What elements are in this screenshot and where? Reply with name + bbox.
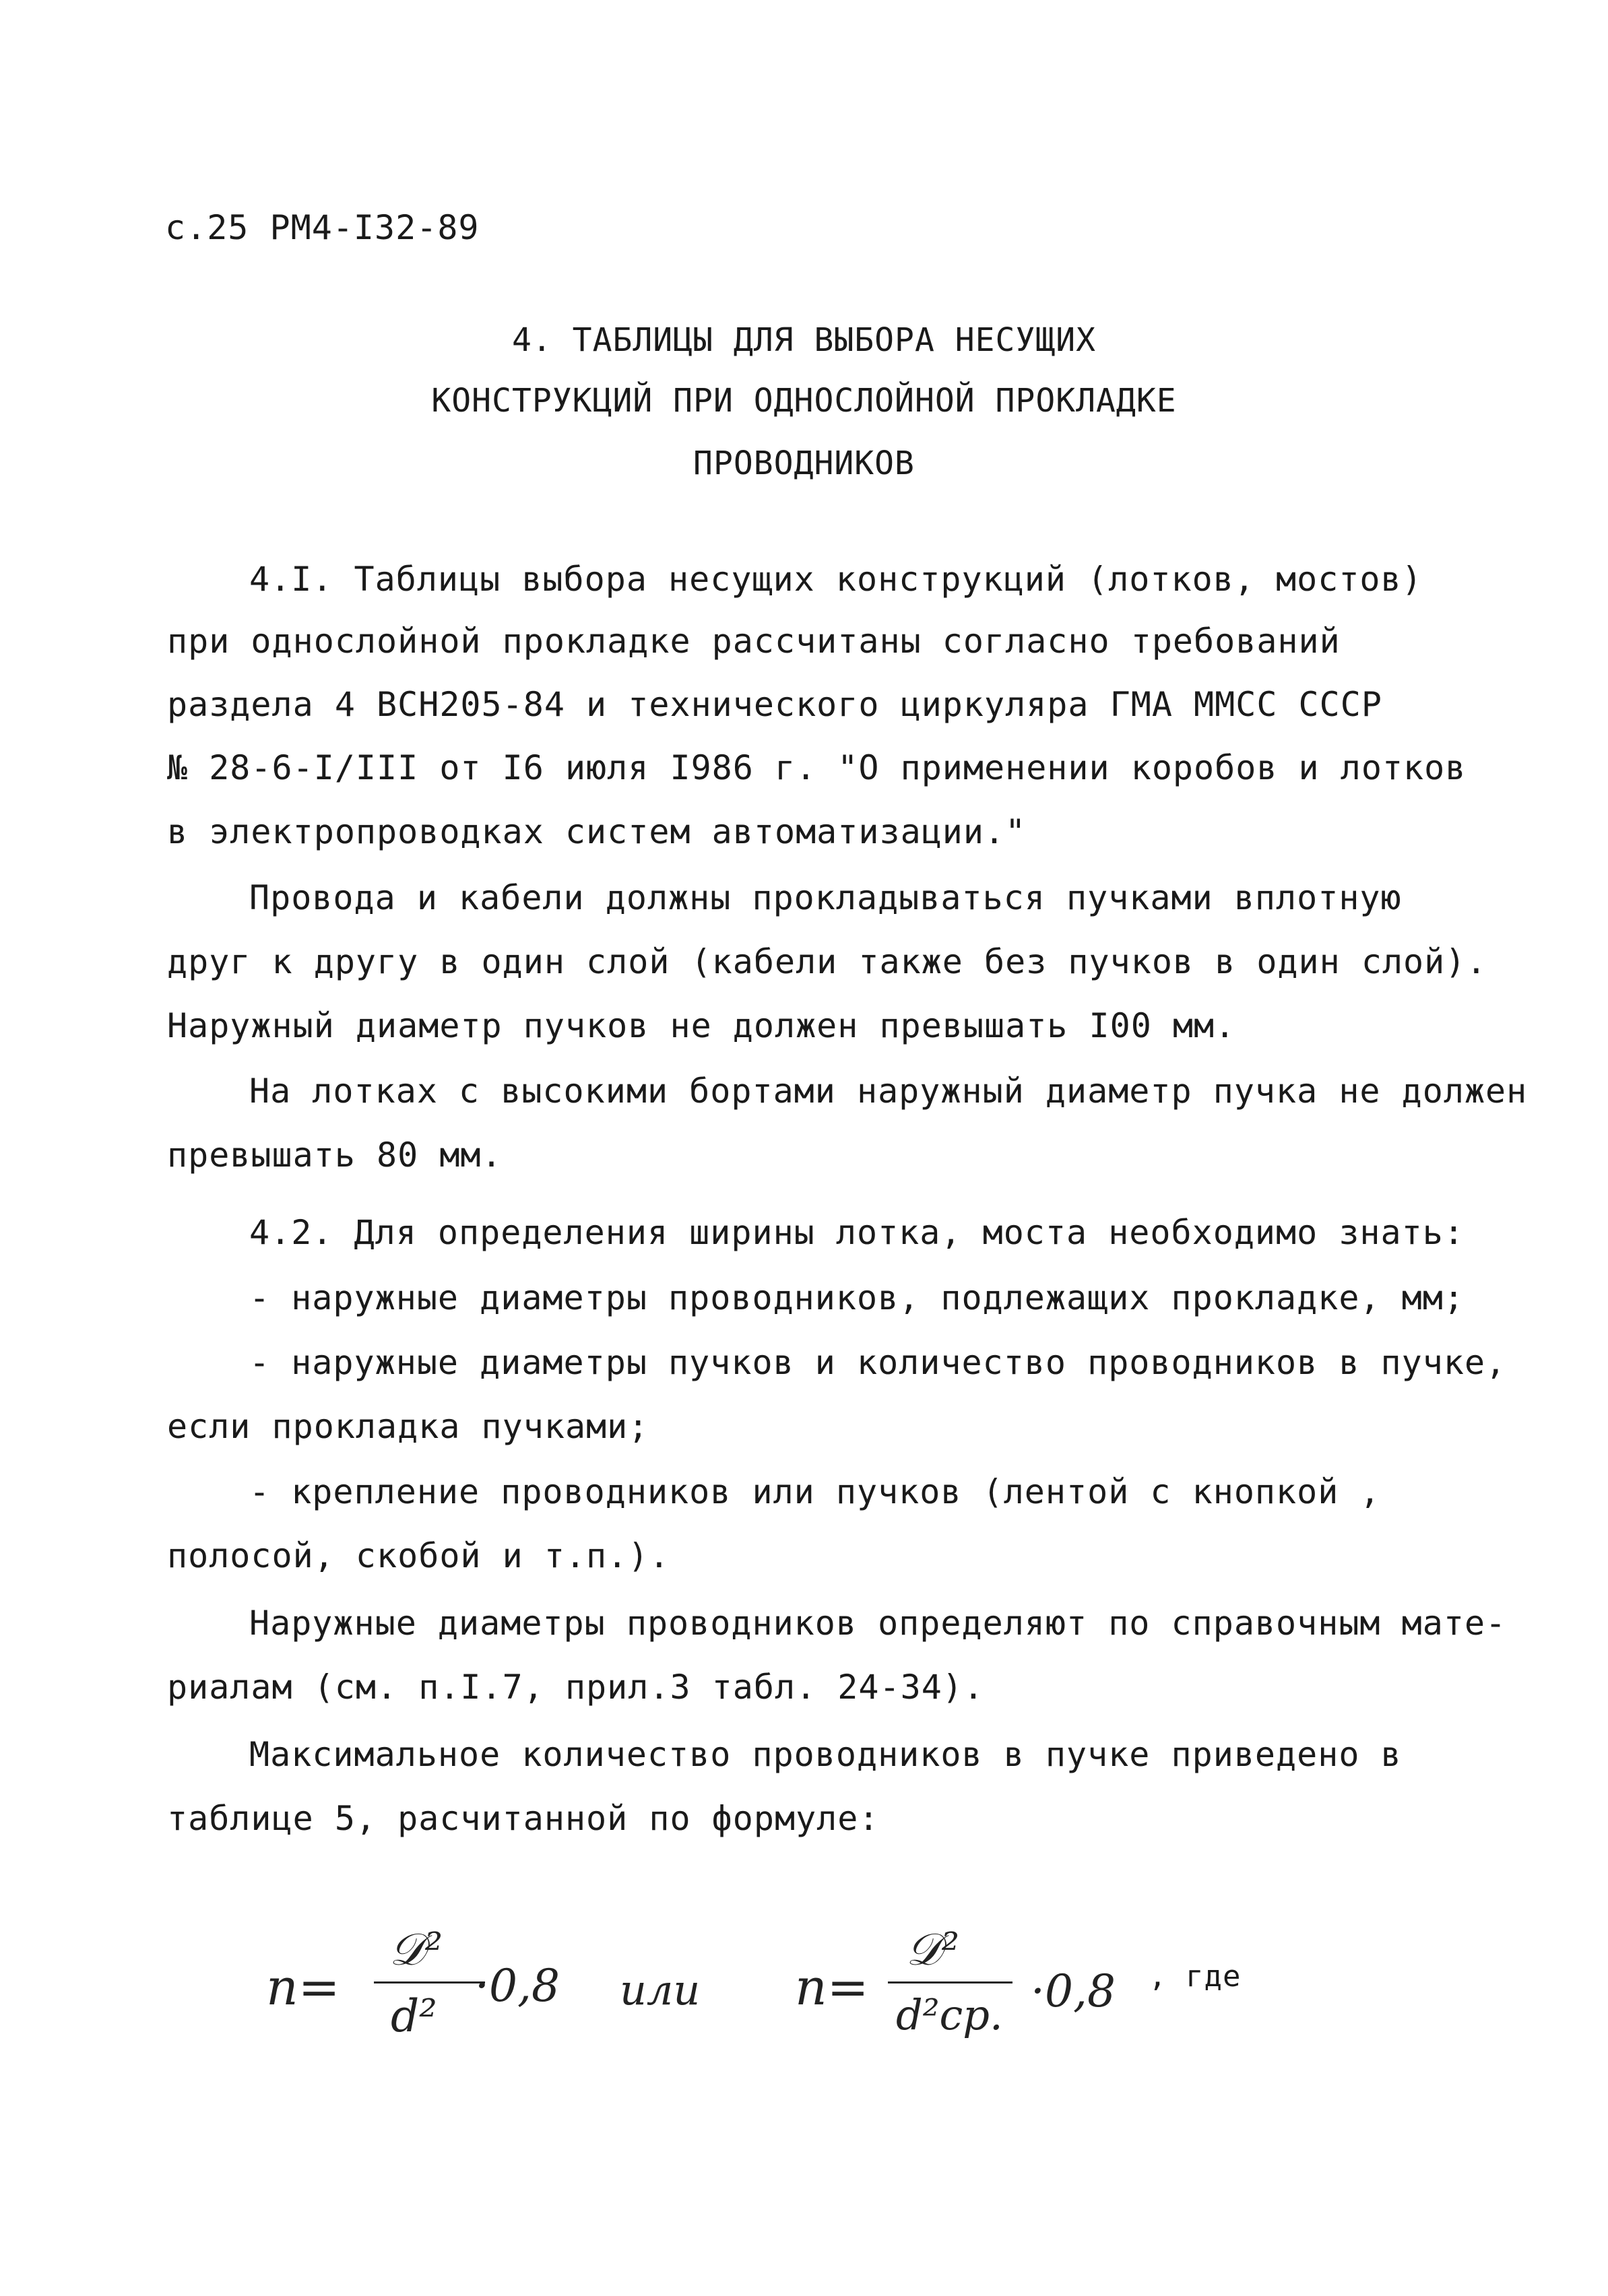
paragraph-line: 4.I. Таблицы выбора несущих конструкций (лотков, мостов) bbox=[249, 560, 1423, 599]
paragraph-line: полосой, скобой и т.п.). bbox=[167, 1536, 670, 1575]
formula-left-fraction-bar bbox=[374, 1981, 485, 1983]
formula-left-numerator: 𝒟² bbox=[389, 1924, 443, 1975]
paragraph-line: 4.2. Для определения ширины лотка, моста необходимо знать: bbox=[249, 1213, 1465, 1252]
list-item: - крепление проводников или пучков (лентой с кнопкой , bbox=[249, 1472, 1381, 1511]
formula-right-denominator: d²ср. bbox=[896, 1990, 1003, 2039]
paragraph-line: если прокладка пучками; bbox=[167, 1407, 649, 1446]
paragraph-line: Наружный диаметр пучков не должен превышать I00 мм. bbox=[167, 1006, 1236, 1045]
paragraph-line: друг к другу в один слой (кабели также без пучков в один слой). bbox=[167, 942, 1487, 981]
section-title-line-1: 4. ТАБЛИЦЫ ДЛЯ ВЫБОРА НЕСУЩИХ bbox=[511, 321, 1097, 359]
paragraph-line: № 28-6-I/III от I6 июля I986 г. "О применении коробов и лотков bbox=[167, 748, 1467, 787]
paragraph-line: На лотках с высокими бортами наружный диаметр пучка не должен bbox=[249, 1072, 1528, 1111]
paragraph-line: раздела 4 ВСН205-84 и технического циркуляра ГМА ММСС СССР bbox=[167, 685, 1382, 724]
paragraph-line: превышать 80 мм. bbox=[167, 1136, 503, 1175]
paragraph-line: Максимальное количество проводников в пучке приведено в bbox=[249, 1735, 1402, 1774]
formula-right-fraction-bar bbox=[888, 1981, 1012, 1983]
formula-or: или bbox=[620, 1965, 701, 2014]
section-title-line-3: ПРОВОДНИКОВ bbox=[693, 445, 915, 482]
list-item: - наружные диаметры пучков и количество проводников в пучке, bbox=[249, 1343, 1507, 1382]
paragraph-line: таблице 5, расчитанной по формуле: bbox=[167, 1799, 880, 1838]
formula-left-n: n= bbox=[266, 1959, 340, 2016]
formula-right-factor: ·0,8 bbox=[1031, 1965, 1116, 2017]
formula-suffix: , где bbox=[1149, 1959, 1242, 1994]
paragraph-line: в электропроводках систем автоматизации." bbox=[167, 812, 1027, 851]
section-title-line-2: КОНСТРУКЦИЙ ПРИ ОДНОСЛОЙНОЙ ПРОКЛАДКЕ bbox=[431, 382, 1177, 420]
formula-right-numerator: 𝒟² bbox=[906, 1924, 960, 1975]
formula-right-n: n= bbox=[795, 1959, 869, 2016]
paragraph-line: при однослойной прокладке рассчитаны согласно требований bbox=[167, 622, 1341, 661]
paragraph-line: Провода и кабели должны прокладываться пучками вплотную bbox=[249, 878, 1402, 917]
formula-left-factor: ·0,8 bbox=[475, 1960, 560, 2012]
list-item: - наружные диаметры проводников, подлежащих прокладке, мм; bbox=[249, 1278, 1465, 1317]
paragraph-line: Наружные диаметры проводников определяют по справочным мате- bbox=[249, 1604, 1507, 1643]
paragraph-line: риалам (см. п.I.7, прил.3 табл. 24-34). bbox=[167, 1668, 984, 1707]
formula-left-denominator: d² bbox=[391, 1990, 437, 2042]
page-header: с.25 РМ4-I32-89 bbox=[165, 208, 480, 247]
